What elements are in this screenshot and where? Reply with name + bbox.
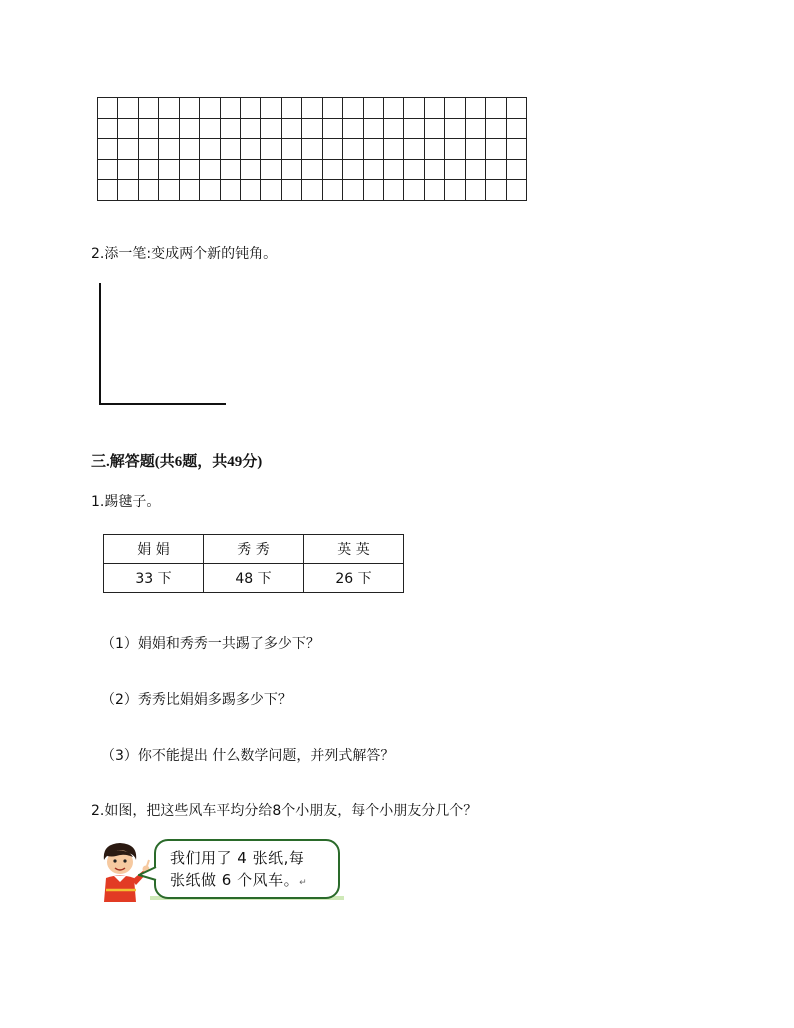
grid-cell — [261, 119, 281, 140]
grid-cell — [343, 160, 363, 181]
grid-cell — [139, 180, 159, 201]
grid-cell — [282, 160, 302, 181]
grid-cell — [98, 139, 118, 160]
grid-cell — [466, 98, 486, 119]
grid-cell — [118, 139, 138, 160]
grid-cell — [200, 180, 220, 201]
grid-cell — [384, 98, 404, 119]
table-header-row — [104, 535, 404, 564]
grid-cell — [404, 98, 424, 119]
grid-cell — [323, 98, 343, 119]
grid-cell — [241, 119, 261, 140]
grid-cell — [180, 119, 200, 140]
grid-cell — [404, 160, 424, 181]
grid-cell — [282, 119, 302, 140]
grid-cell — [486, 98, 506, 119]
grid-cell — [507, 180, 527, 201]
grid-cell — [139, 139, 159, 160]
grid-cell — [445, 98, 465, 119]
grid-cell — [118, 160, 138, 181]
grid-cell — [466, 160, 486, 181]
grid-cell — [139, 119, 159, 140]
grid-cell — [139, 98, 159, 119]
grid-cell — [364, 160, 384, 181]
grid-cell — [98, 119, 118, 140]
grid-cell — [384, 139, 404, 160]
grid-cell — [98, 98, 118, 119]
grid-cell — [507, 160, 527, 181]
grid-cell — [200, 98, 220, 119]
grid-cell — [323, 180, 343, 201]
grid-cell — [364, 98, 384, 119]
grid-cell — [445, 139, 465, 160]
grid-cell — [343, 98, 363, 119]
grid-cell — [323, 139, 343, 160]
grid-cell — [200, 160, 220, 181]
grid-cell — [384, 119, 404, 140]
grid-cell — [241, 180, 261, 201]
grid-cell — [486, 180, 506, 201]
table-header-cell: 秀 秀 — [204, 535, 304, 564]
grid-cell — [343, 119, 363, 140]
grid-cell — [302, 180, 322, 201]
grid-cell — [445, 180, 465, 201]
grid-cell — [343, 139, 363, 160]
grid-cell — [98, 180, 118, 201]
grid-cell — [445, 160, 465, 181]
grid-cell — [200, 139, 220, 160]
grid-cell — [261, 98, 281, 119]
grid-cell — [323, 119, 343, 140]
grid-cell — [302, 160, 322, 181]
score-table — [103, 534, 404, 593]
problem-2-title: 2.如图，把这些风车平均分给8个小朋友，每个小朋友分几个？ — [91, 803, 478, 819]
grid-cell — [364, 139, 384, 160]
grid-cell — [486, 139, 506, 160]
table-value-cell: 33 下 — [104, 564, 204, 593]
grid-cell — [343, 180, 363, 201]
section-3-title: 三.解答题(共6题，共49分) — [91, 454, 263, 470]
grid-cell — [486, 160, 506, 181]
table-value-row — [104, 564, 404, 593]
grid-cell — [302, 119, 322, 140]
grid-cell — [241, 98, 261, 119]
grid-cell — [323, 160, 343, 181]
grid-cell — [364, 119, 384, 140]
grid-cell — [180, 180, 200, 201]
grid-cell — [159, 180, 179, 201]
grid-cell — [507, 119, 527, 140]
grid-cell — [261, 180, 281, 201]
grid-cell — [221, 119, 241, 140]
square-grid — [97, 97, 527, 201]
grid-cell — [180, 139, 200, 160]
problem-1-sub-question-3: （3）你不能提出 什么数学问题，并列式解答？ — [101, 748, 395, 764]
grid-cell — [241, 160, 261, 181]
grid-cell — [404, 180, 424, 201]
grid-cell — [466, 119, 486, 140]
grid-cell — [486, 119, 506, 140]
grid-cell — [425, 160, 445, 181]
grid-cell — [159, 119, 179, 140]
grid-cell — [425, 119, 445, 140]
speech-bubble-tail — [138, 866, 158, 882]
grid-cell — [445, 119, 465, 140]
grid-cell — [221, 160, 241, 181]
grid-cell — [241, 139, 261, 160]
grid-cell — [384, 160, 404, 181]
grid-cell — [180, 98, 200, 119]
grid-cell — [425, 180, 445, 201]
grid-cell — [159, 98, 179, 119]
bubble-line-1: 我们用了 4 张纸,每 — [170, 849, 305, 867]
problem-1-sub-question-1: （1）娟娟和秀秀一共踢了多少下？ — [101, 636, 320, 652]
grid-cell — [302, 139, 322, 160]
table-value-cell: 26 下 — [304, 564, 404, 593]
table-header-cell: 英 英 — [304, 535, 404, 564]
grid-cell — [507, 139, 527, 160]
grid-cell — [118, 180, 138, 201]
problem-1-sub-question-2: （2）秀秀比娟娟多踢多少下？ — [101, 692, 292, 708]
grid-cell — [221, 139, 241, 160]
grid-cell — [466, 180, 486, 201]
table-value-cell: 48 下 — [204, 564, 304, 593]
grid-cell — [98, 160, 118, 181]
grid-cell — [282, 98, 302, 119]
grid-cell — [180, 160, 200, 181]
question-2-text: 2.添一笔:变成两个新的钝角。 — [91, 246, 278, 262]
speech-bubble-text — [170, 847, 307, 894]
grid-cell — [118, 98, 138, 119]
grid-cell — [404, 139, 424, 160]
table-header-cell: 娟 娟 — [104, 535, 204, 564]
grid-cell — [118, 119, 138, 140]
problem-1-title: 1.踢毽子。 — [91, 494, 161, 510]
grid-cell — [507, 98, 527, 119]
grid-cell — [221, 180, 241, 201]
grid-cell — [159, 139, 179, 160]
grid-cell — [159, 160, 179, 181]
grid-cell — [282, 139, 302, 160]
grid-cell — [425, 139, 445, 160]
grid-cell — [261, 160, 281, 181]
grid-cell — [364, 180, 384, 201]
grid-cell — [302, 98, 322, 119]
grid-cell — [261, 139, 281, 160]
grid-cell — [200, 119, 220, 140]
grid-cell — [425, 98, 445, 119]
grid-cell — [139, 160, 159, 181]
angle-vertical-ray — [99, 283, 101, 405]
grid-cell — [384, 180, 404, 201]
grid-cell — [221, 98, 241, 119]
grid-cell — [282, 180, 302, 201]
return-mark-icon: ↵ — [299, 878, 308, 888]
bubble-line-2-text: 张纸做 6 个风车。 — [170, 871, 300, 889]
grid-cell — [466, 139, 486, 160]
grid-cell — [404, 119, 424, 140]
bubble-line-2 — [170, 869, 307, 894]
angle-horizontal-ray — [99, 403, 226, 405]
